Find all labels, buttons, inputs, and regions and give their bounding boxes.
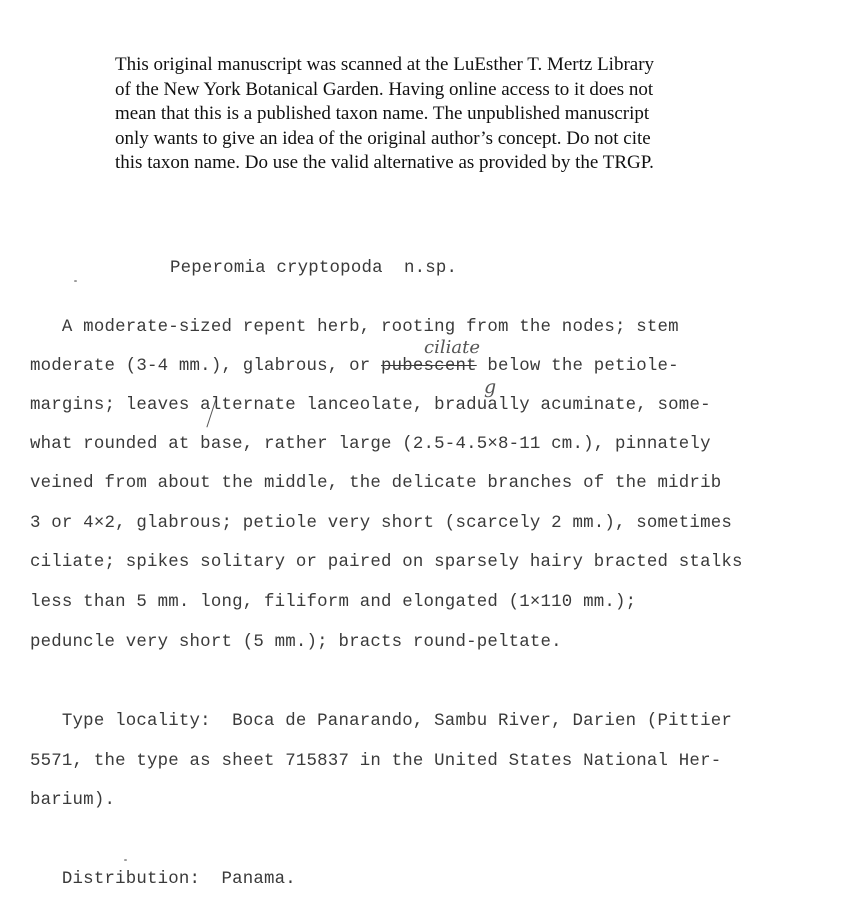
type-locality-line: 5571, the type as sheet 715837 in the United States National Her- [30, 752, 722, 771]
distribution-line: Distribution: Panama. [30, 870, 296, 889]
description-line: A moderate-sized repent herb, rooting from the nodes; stem [30, 318, 679, 337]
notice-line: only wants to give an idea of the original author’s concept. Do not cite [115, 127, 651, 149]
scan-speck [124, 859, 127, 861]
handwritten-g: g [484, 376, 497, 398]
notice-line: This original manuscript was scanned at the LuEsther T. Mertz Library [115, 54, 655, 75]
type-locality-line: barium). [30, 791, 116, 810]
handwritten-ciliate: ciliate [424, 337, 480, 358]
description-line: peduncle very short (5 mm.); bracts round-peltate. [30, 633, 562, 652]
description-line: veined from about the middle, the delicate branches of the midrib [30, 474, 722, 493]
notice-line: mean that this is a published taxon name. The unpublished manuscript [115, 103, 650, 124]
notice-line: of the New York Botanical Garden. Having online access to it does not [115, 78, 654, 100]
text-segment: moderate (3-4 mm.), glabrous, or [30, 357, 381, 376]
library-notice [115, 53, 755, 176]
type-locality-line: Type locality: Boca de Panarando, Sambu River, Darien (Pittier [30, 712, 732, 731]
description-line [30, 357, 679, 376]
text-segment: alternate lanceolate, bradually acuminate, some- [189, 396, 711, 415]
scan-speck [74, 280, 77, 282]
description-line [30, 396, 711, 415]
description-line: less than 5 mm. long, filiform and elongated (1×110 mm.); [30, 593, 637, 612]
description-line: ciliate; spikes solitary or paired on sparsely hairy bracted stalks [30, 553, 743, 572]
text-segment: below the petiole- [476, 357, 679, 376]
notice-line: this taxon name. Do use the valid alternative as provided by the TRGP. [115, 152, 654, 173]
struck-word: pubescent [381, 357, 477, 376]
text-segment: margins; leaves [30, 396, 190, 415]
description-line: what rounded at base, rather large (2.5-4.5×8-11 cm.), pinnately [30, 435, 711, 454]
description-line: 3 or 4×2, glabrous; petiole very short (scarcely 2 mm.), sometimes [30, 514, 732, 533]
taxon-title: Peperomia cryptopoda n.sp. [170, 259, 458, 278]
